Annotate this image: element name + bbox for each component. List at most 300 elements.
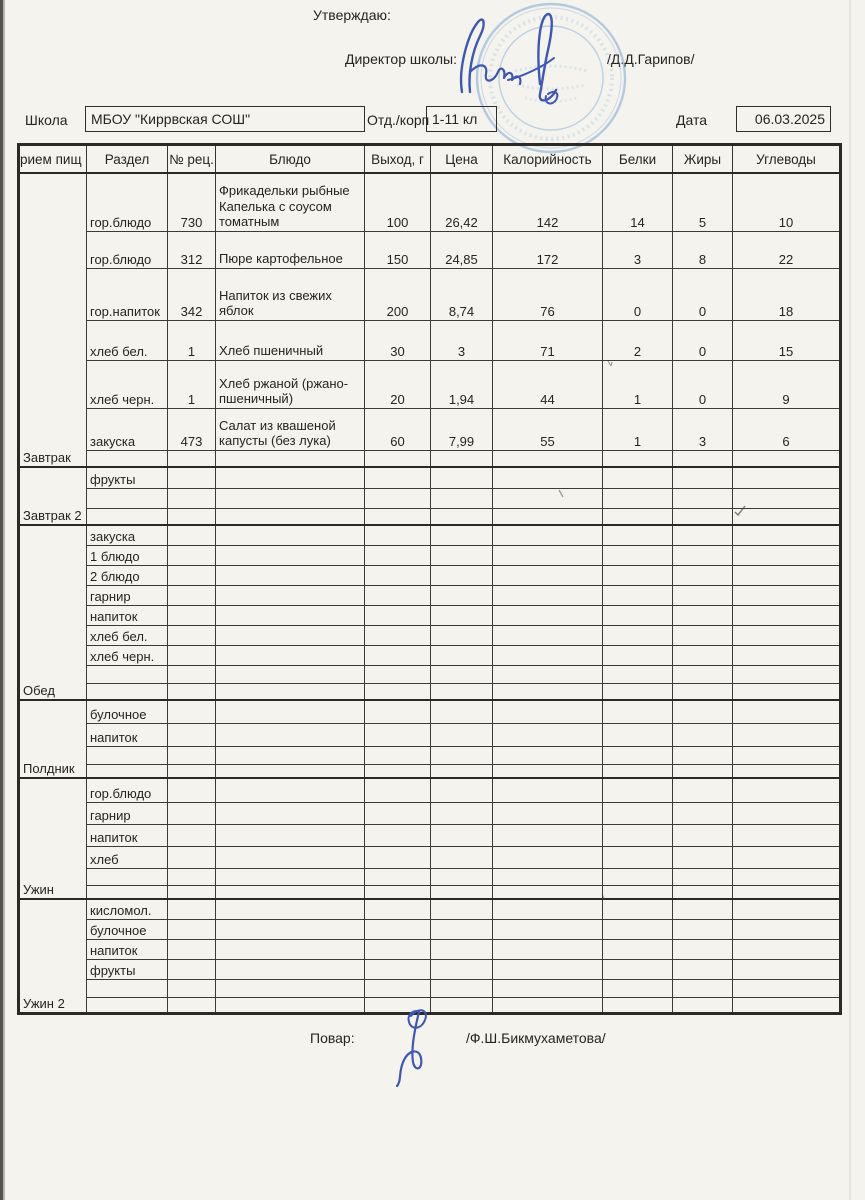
cell-price: [431, 450, 493, 467]
meal-section: [19, 525, 841, 700]
cell-price: 3: [431, 320, 493, 360]
table-row: [19, 545, 841, 565]
cell-price: [431, 899, 493, 919]
cell-rec: [168, 764, 216, 778]
cell-kcal: [493, 645, 603, 665]
cell-fat: [673, 939, 733, 959]
cell-out: [365, 525, 431, 545]
table-row: [19, 488, 841, 508]
cell-kcal: [493, 846, 603, 868]
cell-razdel: гарнир: [87, 585, 168, 605]
cell-kcal: [493, 899, 603, 919]
cell-kcal: 142: [493, 173, 603, 231]
meal-label: Завтрак 2: [19, 467, 87, 525]
table-row: [19, 508, 841, 525]
cell-kcal: [493, 939, 603, 959]
director-name: /Д.Д.Гарипов/: [607, 51, 695, 67]
cell-rec: 730: [168, 173, 216, 231]
scan-edge-right: [849, 0, 851, 1200]
cell-out: [365, 846, 431, 868]
table-row: [19, 525, 841, 545]
cell-fat: [673, 919, 733, 939]
cell-prot: [603, 665, 673, 683]
cell-rec: [168, 525, 216, 545]
cell-price: [431, 488, 493, 508]
cell-dish: [216, 885, 365, 899]
cell-fat: [673, 665, 733, 683]
date-value-box: [736, 106, 831, 132]
cell-fat: [673, 585, 733, 605]
date-value: 06.03.2025: [754, 111, 825, 127]
cell-kcal: [493, 885, 603, 899]
table-row: [19, 824, 841, 846]
cell-out: 30: [365, 320, 431, 360]
cell-price: [431, 846, 493, 868]
cell-kcal: 71: [493, 320, 603, 360]
cell-razdel: [87, 665, 168, 683]
cell-prot: [603, 997, 673, 1013]
meal-label: Полдник: [19, 700, 87, 778]
cell-prot: [603, 585, 673, 605]
cell-carb: [733, 700, 841, 723]
cell-dish: [216, 525, 365, 545]
cell-rec: [168, 625, 216, 645]
cell-out: [365, 625, 431, 645]
cell-price: [431, 545, 493, 565]
table-row: [19, 885, 841, 899]
cell-kcal: [493, 959, 603, 979]
meal-label: Ужин 2: [19, 899, 87, 1013]
cell-fat: [673, 545, 733, 565]
cell-razdel: закуска: [87, 525, 168, 545]
cook-label: Повар:: [310, 1030, 355, 1046]
scan-artifact: [606, 359, 614, 368]
cell-kcal: [493, 778, 603, 802]
cell-carb: [733, 565, 841, 585]
column-header-9: Жиры: [673, 145, 733, 174]
cell-fat: [673, 508, 733, 525]
cell-carb: [733, 939, 841, 959]
cell-dish: [216, 899, 365, 919]
scan-artifact: [600, 893, 607, 901]
cell-dish: [216, 700, 365, 723]
cell-rec: [168, 565, 216, 585]
cell-rec: [168, 488, 216, 508]
cell-rec: [168, 939, 216, 959]
cell-razdel: [87, 868, 168, 885]
cell-kcal: [493, 868, 603, 885]
cell-carb: 9: [733, 360, 841, 408]
cell-dish: [216, 723, 365, 746]
cell-out: [365, 645, 431, 665]
cell-carb: [733, 683, 841, 700]
cell-rec: [168, 885, 216, 899]
approve-label: Утверждаю:: [313, 7, 391, 23]
school-label: Школа: [25, 112, 68, 128]
cell-rec: [168, 545, 216, 565]
cell-dish: [216, 488, 365, 508]
column-header-5: Выход, г: [365, 145, 431, 174]
cell-fat: [673, 778, 733, 802]
cell-out: [365, 545, 431, 565]
cell-kcal: [493, 746, 603, 764]
cell-carb: [733, 764, 841, 778]
cell-fat: [673, 467, 733, 488]
cell-kcal: [493, 488, 603, 508]
cell-out: [365, 919, 431, 939]
cell-out: [365, 778, 431, 802]
cell-carb: 18: [733, 268, 841, 320]
table-row: [19, 467, 841, 488]
cell-razdel: закуска: [87, 408, 168, 450]
cell-carb: [733, 997, 841, 1013]
cell-price: [431, 959, 493, 979]
cell-out: [365, 450, 431, 467]
cell-kcal: [493, 665, 603, 683]
cell-out: [365, 802, 431, 824]
cell-prot: [603, 846, 673, 868]
cell-rec: [168, 645, 216, 665]
cell-price: [431, 764, 493, 778]
cell-dish: [216, 467, 365, 488]
meal-label: Ужин: [19, 778, 87, 899]
cell-out: [365, 764, 431, 778]
cell-dish: Пюре картофельное: [216, 231, 365, 268]
cell-dish: [216, 508, 365, 525]
cell-price: [431, 979, 493, 997]
cell-price: [431, 665, 493, 683]
table-row: [19, 625, 841, 645]
cell-carb: [733, 959, 841, 979]
cell-dish: [216, 919, 365, 939]
cell-dish: [216, 605, 365, 625]
date-label: Дата: [676, 112, 708, 128]
cell-out: [365, 885, 431, 899]
cell-out: [365, 665, 431, 683]
cell-fat: 5: [673, 173, 733, 231]
cell-carb: [733, 488, 841, 508]
cell-rec: [168, 723, 216, 746]
cook-name: /Ф.Ш.Бикмухаметова/: [466, 1030, 606, 1046]
table-row: [19, 959, 841, 979]
cell-fat: [673, 802, 733, 824]
table-row: [19, 268, 841, 320]
cell-rec: 1: [168, 320, 216, 360]
cell-razdel: напиток: [87, 824, 168, 846]
cell-razdel: [87, 508, 168, 525]
column-header-2: Раздел: [87, 145, 168, 174]
cell-razdel: хлеб черн.: [87, 360, 168, 408]
cell-price: 1,94: [431, 360, 493, 408]
cell-carb: [733, 824, 841, 846]
cell-dish: [216, 625, 365, 645]
cell-razdel: напиток: [87, 723, 168, 746]
cell-razdel: фрукты: [87, 959, 168, 979]
cell-out: [365, 467, 431, 488]
cell-razdel: [87, 997, 168, 1013]
cell-kcal: [493, 979, 603, 997]
cell-razdel: гор.напиток: [87, 268, 168, 320]
cell-fat: 3: [673, 408, 733, 450]
cell-prot: [603, 959, 673, 979]
table-row: [19, 846, 841, 868]
cell-rec: [168, 746, 216, 764]
table-row: [19, 585, 841, 605]
cell-carb: [733, 846, 841, 868]
cell-carb: [733, 665, 841, 683]
school-value-box: [85, 106, 365, 132]
cell-razdel: булочное: [87, 700, 168, 723]
cell-price: 26,42: [431, 173, 493, 231]
cell-prot: [603, 450, 673, 467]
cell-out: [365, 868, 431, 885]
cell-prot: [603, 700, 673, 723]
table-row: [19, 802, 841, 824]
cell-kcal: [493, 508, 603, 525]
cell-carb: [733, 899, 841, 919]
cell-dish: [216, 545, 365, 565]
meal-label: Завтрак: [19, 173, 87, 467]
cell-fat: [673, 488, 733, 508]
cell-kcal: [493, 467, 603, 488]
cell-dish: [216, 645, 365, 665]
table-row: [19, 645, 841, 665]
cell-dish: [216, 868, 365, 885]
cell-prot: [603, 746, 673, 764]
scan-artifact: [557, 489, 565, 498]
cell-out: 150: [365, 231, 431, 268]
cell-carb: [733, 467, 841, 488]
cell-price: [431, 885, 493, 899]
cell-out: 100: [365, 173, 431, 231]
column-header-8: Белки: [603, 145, 673, 174]
cell-dish: [216, 665, 365, 683]
cell-carb: 6: [733, 408, 841, 450]
table-row: [19, 979, 841, 997]
cell-price: [431, 746, 493, 764]
cell-kcal: 172: [493, 231, 603, 268]
cell-prot: [603, 488, 673, 508]
cell-fat: [673, 625, 733, 645]
cell-rec: [168, 979, 216, 997]
cell-razdel: [87, 979, 168, 997]
cell-fat: [673, 764, 733, 778]
cell-out: [365, 824, 431, 846]
cell-price: [431, 565, 493, 585]
cell-rec: [168, 605, 216, 625]
meal-section: [19, 899, 841, 1013]
table-row: [19, 605, 841, 625]
cell-kcal: [493, 450, 603, 467]
cell-fat: [673, 450, 733, 467]
meal-section: [19, 173, 841, 467]
cell-carb: [733, 508, 841, 525]
cell-rec: [168, 899, 216, 919]
cell-fat: [673, 746, 733, 764]
dept-value: 1-11 кл: [432, 111, 478, 127]
cell-prot: [603, 545, 673, 565]
cell-razdel: гарнир: [87, 802, 168, 824]
cell-kcal: [493, 919, 603, 939]
cell-carb: [733, 885, 841, 899]
cell-price: [431, 467, 493, 488]
cell-price: [431, 778, 493, 802]
cell-kcal: [493, 764, 603, 778]
cell-prot: [603, 868, 673, 885]
cell-kcal: [493, 585, 603, 605]
director-label: Директор школы:: [345, 51, 457, 67]
cell-kcal: 76: [493, 268, 603, 320]
table-row: [19, 939, 841, 959]
cell-fat: [673, 979, 733, 997]
cell-rec: [168, 683, 216, 700]
cell-razdel: хлеб черн.: [87, 645, 168, 665]
school-value: МБОУ "Киррвская СОШ": [91, 111, 251, 127]
cell-rec: [168, 467, 216, 488]
cell-out: [365, 565, 431, 585]
cell-fat: [673, 565, 733, 585]
cell-prot: 14: [603, 173, 673, 231]
cell-dish: [216, 565, 365, 585]
column-header-3: № рец.: [168, 145, 216, 174]
cell-out: [365, 723, 431, 746]
cell-price: [431, 585, 493, 605]
cell-price: [431, 723, 493, 746]
cell-carb: [733, 525, 841, 545]
cell-prot: [603, 605, 673, 625]
cell-prot: 0: [603, 268, 673, 320]
cell-prot: [603, 525, 673, 545]
cell-carb: 22: [733, 231, 841, 268]
cell-carb: [733, 979, 841, 997]
table-row: [19, 173, 841, 231]
cell-prot: [603, 778, 673, 802]
cell-price: [431, 525, 493, 545]
cell-carb: [733, 545, 841, 565]
cell-prot: [603, 683, 673, 700]
cell-rec: [168, 665, 216, 683]
cell-out: [365, 899, 431, 919]
cell-price: [431, 683, 493, 700]
cell-kcal: [493, 565, 603, 585]
cell-fat: [673, 997, 733, 1013]
cell-fat: [673, 868, 733, 885]
cell-out: [365, 585, 431, 605]
cell-dish: Хлеб ржаной (ржано-пшеничный): [216, 360, 365, 408]
cell-razdel: гор.блюдо: [87, 778, 168, 802]
table-row: [19, 450, 841, 467]
cell-dish: [216, 450, 365, 467]
column-header-7: Калорийность: [493, 145, 603, 174]
table-row: [19, 683, 841, 700]
cell-razdel: фрукты: [87, 467, 168, 488]
cell-carb: [733, 802, 841, 824]
cell-razdel: хлеб бел.: [87, 320, 168, 360]
meal-section: [19, 700, 841, 778]
cell-rec: [168, 868, 216, 885]
cell-dish: [216, 585, 365, 605]
cell-razdel: [87, 885, 168, 899]
table-row: [19, 360, 841, 408]
cell-out: [365, 939, 431, 959]
cell-kcal: [493, 625, 603, 645]
cell-carb: [733, 585, 841, 605]
cell-prot: 3: [603, 231, 673, 268]
cell-rec: [168, 700, 216, 723]
meal-section: [19, 467, 841, 525]
cell-kcal: [493, 802, 603, 824]
cell-prot: [603, 939, 673, 959]
cell-fat: [673, 723, 733, 746]
cell-fat: [673, 525, 733, 545]
cell-dish: Хлеб пшеничный: [216, 320, 365, 360]
table-row: [19, 899, 841, 919]
cell-rec: [168, 919, 216, 939]
cell-rec: [168, 778, 216, 802]
cell-fat: 0: [673, 268, 733, 320]
cell-price: 8,74: [431, 268, 493, 320]
cell-razdel: булочное: [87, 919, 168, 939]
table-row: [19, 320, 841, 360]
cell-out: [365, 979, 431, 997]
cell-fat: [673, 645, 733, 665]
table-row: [19, 778, 841, 802]
cell-carb: 15: [733, 320, 841, 360]
cook-signature: [383, 1000, 445, 1088]
cell-out: [365, 959, 431, 979]
cell-dish: Салат из квашеной капусты (без лука): [216, 408, 365, 450]
cell-prot: [603, 899, 673, 919]
cell-prot: [603, 645, 673, 665]
cell-dish: [216, 764, 365, 778]
cell-prot: [603, 723, 673, 746]
cell-fat: [673, 885, 733, 899]
cell-carb: [733, 778, 841, 802]
cell-carb: [733, 746, 841, 764]
cell-carb: 10: [733, 173, 841, 231]
cell-price: [431, 824, 493, 846]
cell-rec: 342: [168, 268, 216, 320]
table-row: [19, 919, 841, 939]
cell-carb: [733, 723, 841, 746]
cell-price: [431, 700, 493, 723]
cell-razdel: гор.блюдо: [87, 231, 168, 268]
cell-kcal: [493, 700, 603, 723]
cell-rec: 473: [168, 408, 216, 450]
cell-out: [365, 700, 431, 723]
cell-kcal: [493, 525, 603, 545]
cell-prot: [603, 764, 673, 778]
cell-kcal: [493, 723, 603, 746]
cell-out: [365, 605, 431, 625]
cell-razdel: 2 блюдо: [87, 565, 168, 585]
cell-prot: [603, 919, 673, 939]
cell-fat: 0: [673, 320, 733, 360]
column-header-10: Углеводы: [733, 145, 841, 174]
cell-price: [431, 645, 493, 665]
cell-dish: [216, 939, 365, 959]
menu-table: [17, 143, 842, 1015]
cell-rec: [168, 959, 216, 979]
cell-fat: [673, 683, 733, 700]
cell-carb: [733, 450, 841, 467]
cell-prot: [603, 625, 673, 645]
cell-rec: 1: [168, 360, 216, 408]
cell-razdel: напиток: [87, 939, 168, 959]
cell-kcal: [493, 605, 603, 625]
cell-prot: [603, 979, 673, 997]
cell-rec: [168, 824, 216, 846]
